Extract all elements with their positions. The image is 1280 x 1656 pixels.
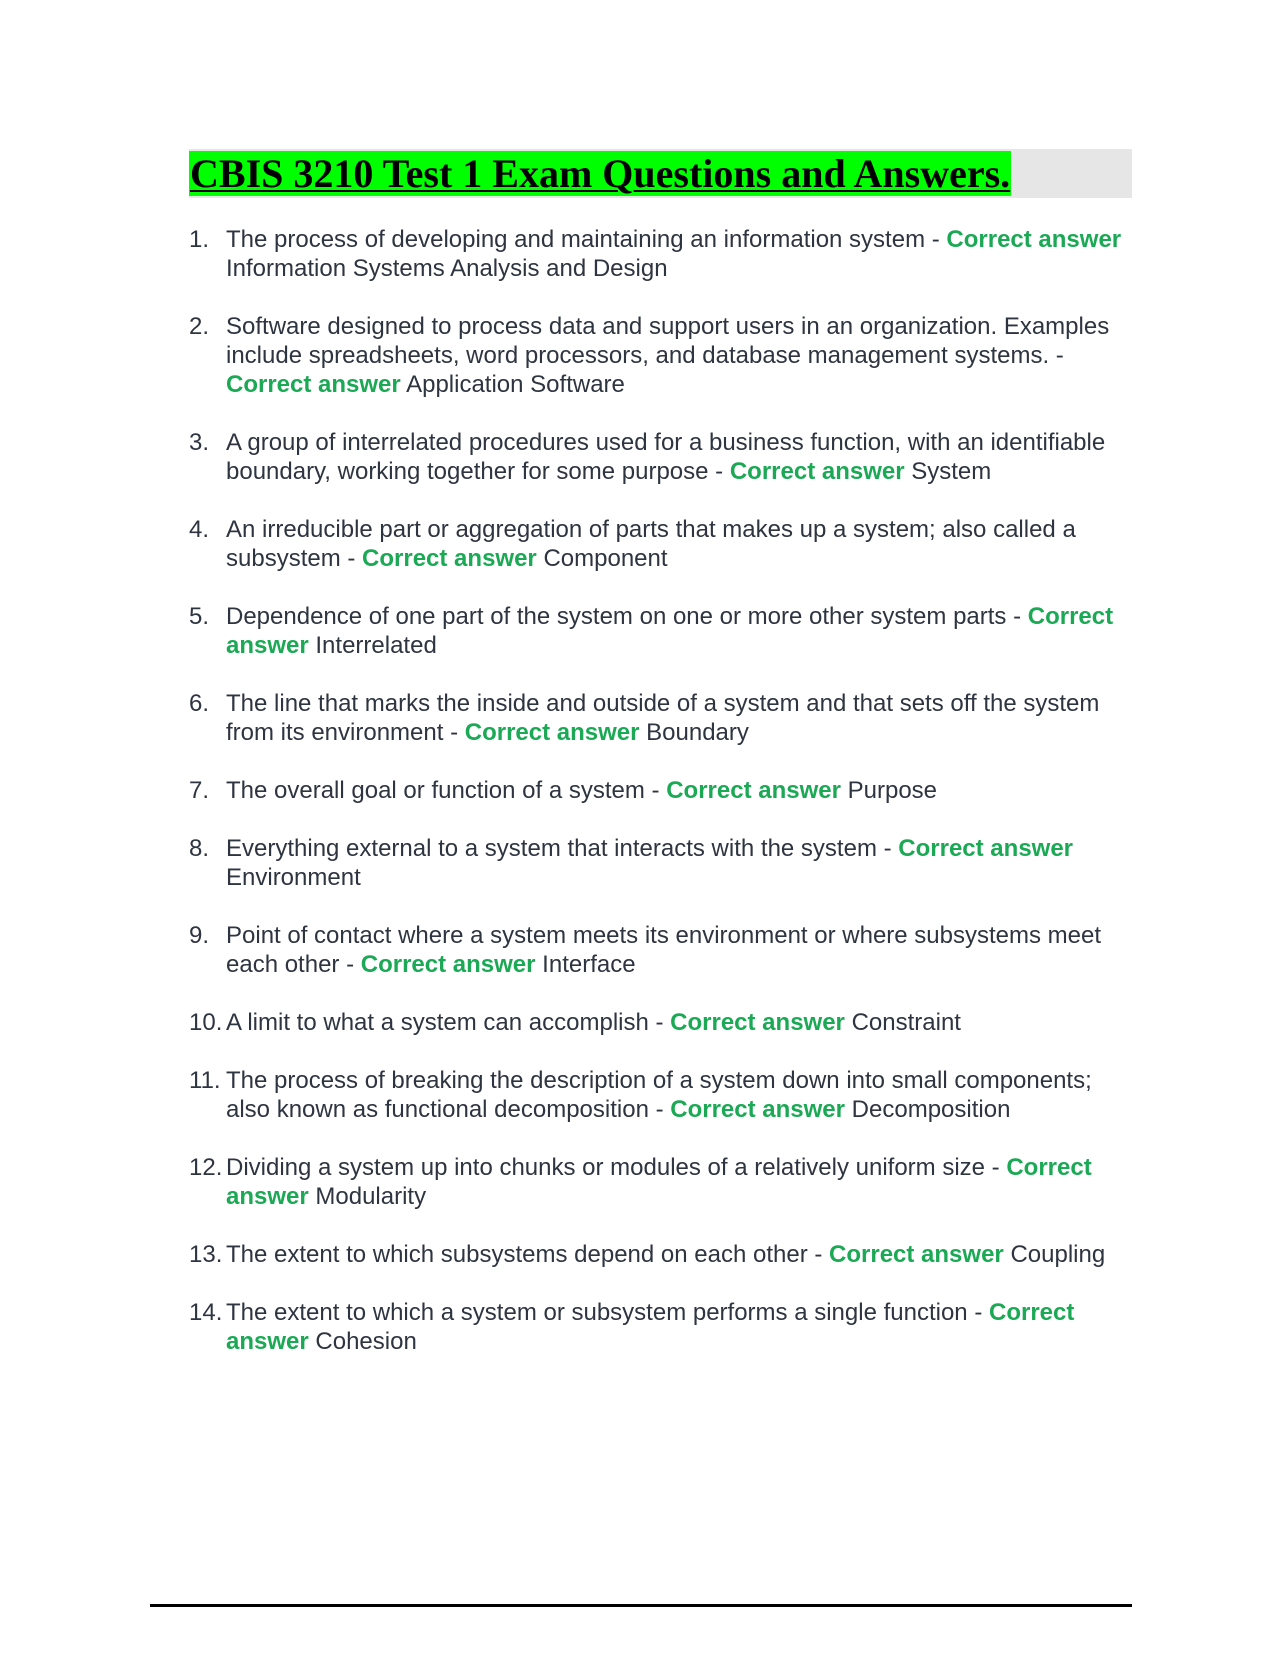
list-item bbox=[189, 602, 1129, 660]
item-number: 9. bbox=[189, 922, 210, 949]
question-answer-list bbox=[189, 225, 1129, 1385]
footer-divider bbox=[150, 1604, 1132, 1607]
correct-answer-label: Correct answer bbox=[464, 719, 640, 746]
item-answer: Cohesion bbox=[315, 1328, 417, 1355]
correct-answer-label: Correct answer bbox=[946, 226, 1122, 253]
correct-answer-label: Correct answer bbox=[226, 1154, 1092, 1210]
item-question: Everything external to a system that interacts with the system - bbox=[226, 835, 899, 862]
item-number: 11. bbox=[189, 1067, 221, 1094]
correct-answer-label: Correct answer bbox=[226, 371, 401, 398]
list-item bbox=[189, 515, 1129, 573]
item-number: 2. bbox=[189, 313, 210, 340]
item-question: The process of developing and maintaining an information system - bbox=[226, 226, 947, 253]
list-item bbox=[189, 1298, 1129, 1356]
item-number: 5. bbox=[189, 603, 210, 630]
correct-answer-label: Correct answer bbox=[362, 545, 537, 572]
item-question: The overall goal or function of a system - bbox=[226, 777, 667, 804]
item-question: The line that marks the inside and outside of a system and that sets off the system from its environment - bbox=[226, 690, 1100, 746]
item-number: 13. bbox=[189, 1241, 223, 1268]
item-question: An irreducible part or aggregation of parts that makes up a system; also called a subsystem - bbox=[226, 516, 1076, 572]
item-answer: Coupling bbox=[1010, 1241, 1106, 1268]
correct-answer-label: Correct answer bbox=[360, 951, 536, 978]
correct-answer-label: Correct answer bbox=[898, 835, 1074, 862]
item-answer: Interface bbox=[542, 951, 636, 978]
list-item bbox=[189, 1066, 1129, 1124]
correct-answer-label: Correct answer bbox=[670, 1096, 845, 1123]
item-number: 14. bbox=[189, 1299, 223, 1326]
item-answer: Environment bbox=[226, 864, 361, 891]
item-answer: Decomposition bbox=[851, 1096, 1011, 1123]
item-answer: Information Systems Analysis and Design bbox=[226, 255, 668, 282]
item-question: The extent to which subsystems depend on each other - bbox=[226, 1241, 830, 1268]
item-answer: Component bbox=[543, 545, 668, 572]
correct-answer-label: Correct answer bbox=[226, 603, 1114, 659]
correct-answer-label: Correct answer bbox=[670, 1009, 845, 1036]
item-question: The process of breaking the description of a system down into small components; also known as functional decomposition - bbox=[226, 1067, 1092, 1123]
item-number: 6. bbox=[189, 690, 210, 717]
item-answer: Application Software bbox=[406, 371, 625, 398]
item-question: The extent to which a system or subsystem performs a single function - bbox=[226, 1299, 989, 1326]
item-answer: System bbox=[911, 458, 992, 485]
list-item bbox=[189, 1153, 1129, 1211]
list-item bbox=[189, 312, 1129, 399]
correct-answer-label: Correct answer bbox=[729, 458, 905, 485]
item-number: 3. bbox=[189, 429, 210, 456]
list-item bbox=[189, 921, 1129, 979]
item-question: A group of interrelated procedures used for a business function, with an identifiable boundary, working together for some purpose - bbox=[226, 429, 1106, 485]
item-answer: Boundary bbox=[646, 719, 749, 746]
item-answer: Modularity bbox=[315, 1183, 427, 1210]
list-item bbox=[189, 1008, 1129, 1037]
item-number: 1. bbox=[189, 226, 210, 253]
item-number: 10. bbox=[189, 1009, 223, 1036]
item-number: 7. bbox=[189, 777, 210, 804]
correct-answer-label: Correct answer bbox=[666, 777, 841, 804]
item-number: 12. bbox=[189, 1154, 223, 1181]
list-item bbox=[189, 834, 1129, 892]
list-item bbox=[189, 428, 1129, 486]
item-question: Dependence of one part of the system on one or more other system parts - bbox=[226, 603, 1028, 630]
list-item bbox=[189, 776, 1129, 805]
item-question: Software designed to process data and support users in an organization. Examples include spreadsheets, word processors, and database management systems. - bbox=[226, 313, 1110, 369]
item-number: 8. bbox=[189, 835, 210, 862]
item-question: Dividing a system up into chunks or modules of a relatively uniform size - bbox=[226, 1154, 1007, 1181]
list-item bbox=[189, 1240, 1129, 1269]
item-answer: Interrelated bbox=[315, 632, 437, 659]
item-answer: Purpose bbox=[847, 777, 938, 804]
list-item bbox=[189, 225, 1129, 283]
item-number: 4. bbox=[189, 516, 210, 543]
item-question: A limit to what a system can accomplish - bbox=[226, 1009, 671, 1036]
item-question: Point of contact where a system meets its environment or where subsystems meet each other - bbox=[226, 922, 1102, 978]
page-title: CBIS 3210 Test 1 Exam Questions and Answers. bbox=[190, 151, 1011, 196]
list-item bbox=[189, 689, 1129, 747]
correct-answer-label: Correct answer bbox=[226, 1299, 1075, 1355]
item-answer: Constraint bbox=[851, 1009, 961, 1036]
correct-answer-label: Correct answer bbox=[829, 1241, 1004, 1268]
